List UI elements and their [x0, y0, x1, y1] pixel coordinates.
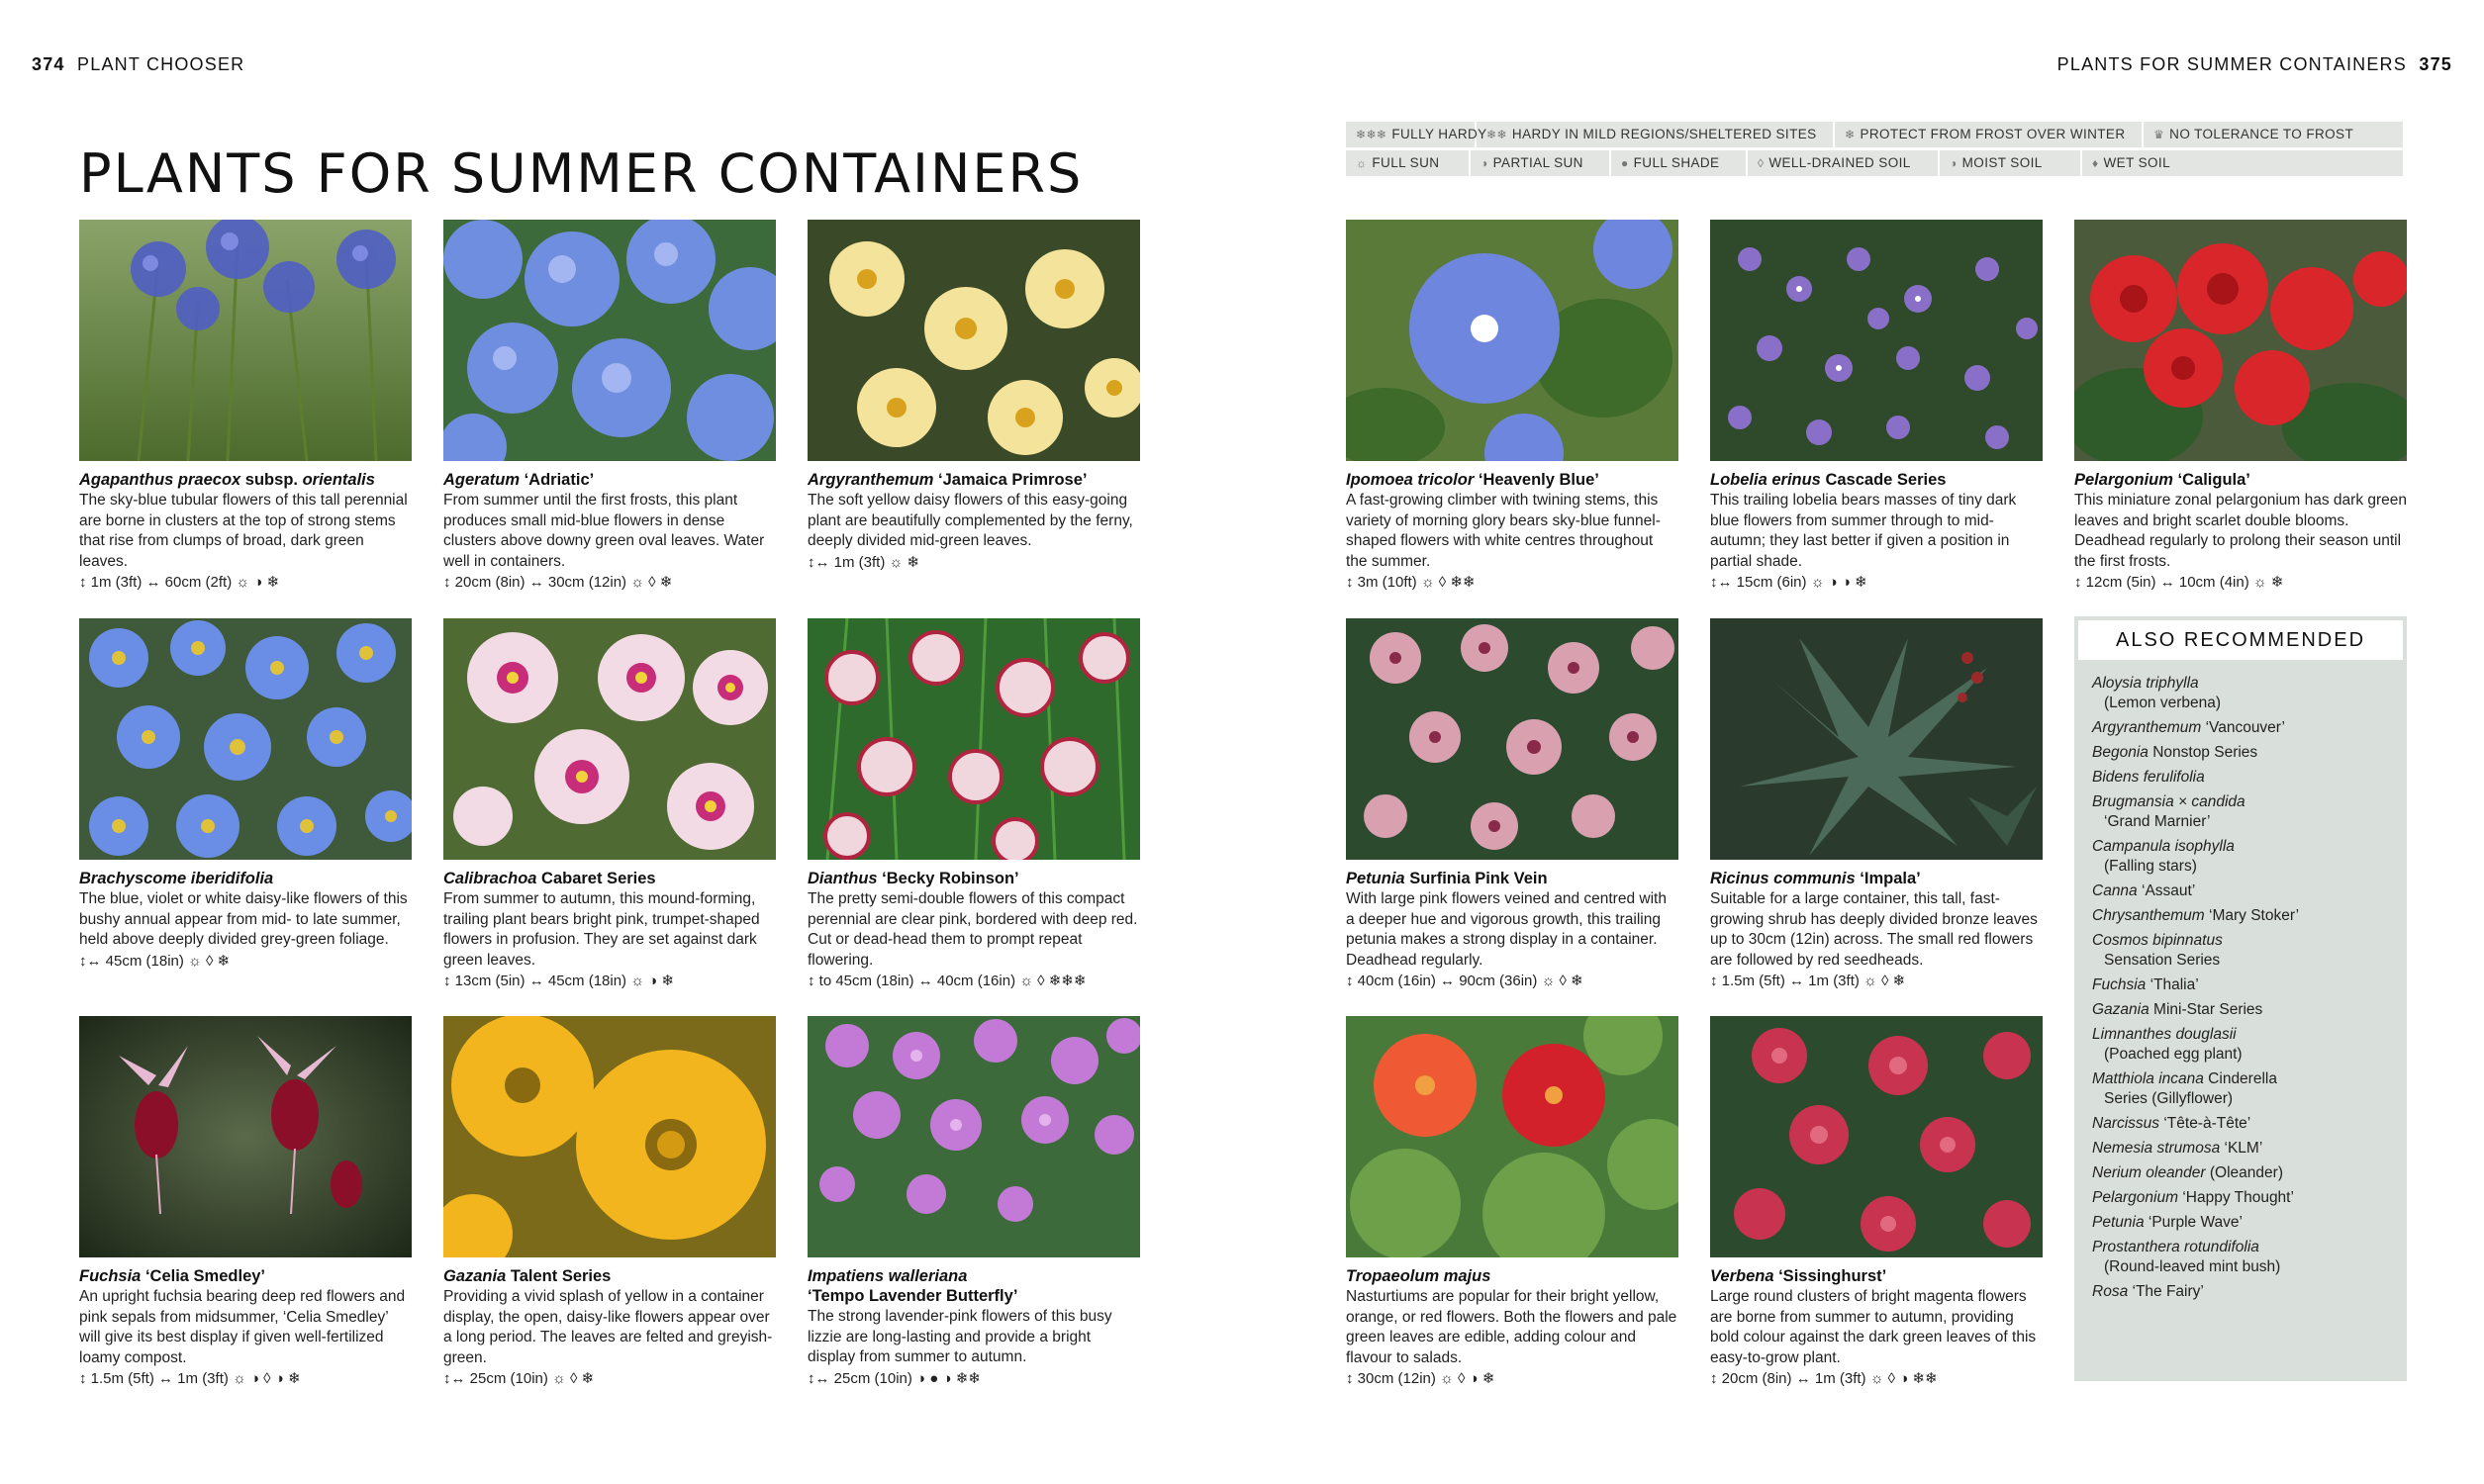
- plant-card-petunia: [1346, 618, 1678, 991]
- plant-title: Brachyscome iberidifolia: [79, 870, 274, 887]
- plant-specs: ↕ 3m (10ft) ☼ ◊ ❄❄: [1346, 574, 1476, 591]
- tropaeolum-photo: [1346, 1016, 1678, 1257]
- plant-specs: ↕ to 45cm (18in) ↔ 40cm (16in) ☼ ◊ ❄❄❄: [808, 973, 1087, 989]
- plant-description: With large pink flowers veined and centred with a deeper hue and vigorous growth, this trailing petunia makes a strong display in a container. Deadhead regularly.: [1346, 890, 1667, 969]
- key-full-shade: ● FULL SHADE: [1611, 150, 1748, 176]
- plant-specs: ↕ 20cm (8in) ↔ 1m (3ft) ☼ ◊ ◑ ❄❄: [1710, 1370, 1938, 1387]
- argyranthemum-photo: [808, 220, 1140, 461]
- plant-title: Agapanthus praecox subsp. orientalis: [79, 471, 375, 489]
- plant-specs: ↕ 20cm (8in) ↔ 30cm (12in) ☼ ◊ ❄: [443, 574, 673, 591]
- list-item: Aloysia triphylla (Lemon verbena): [2092, 675, 2222, 711]
- key-hardy-mild: ❄❄ HARDY IN MILD REGIONS/SHELTERED SITES: [1477, 122, 1835, 147]
- right-page-number: 375: [2419, 54, 2452, 74]
- list-item: Nemesia strumosa ‘KLM’: [2092, 1140, 2263, 1157]
- plant-title: Calibrachoa Cabaret Series: [443, 870, 656, 887]
- plant-description: The pretty semi-double flowers of this compact perennial are clear pink, bordered with deep red. Cut or dead-head them to prompt repeat flowering.: [808, 890, 1138, 969]
- plant-title: Ipomoea tricolor ‘Heavenly Blue’: [1346, 471, 1599, 489]
- plant-title: Gazania Talent Series: [443, 1267, 612, 1285]
- list-item: Begonia Nonstop Series: [2092, 744, 2258, 761]
- plant-card-argyranthemum: [808, 220, 1140, 573]
- ricinus-photo: [1710, 618, 2043, 860]
- right-running-title: PLANTS FOR SUMMER CONTAINERS: [2056, 54, 2407, 74]
- plant-specs: ↕ 1m (3ft) ↔ 60cm (2ft) ☼ ◑ ❄: [79, 574, 280, 591]
- plant-specs: ↕↔ 15cm (6in) ☼ ◑ ◑ ❄: [1710, 574, 1867, 591]
- plant-description: From summer to autumn, this mound-forming, trailing plant bears bright pink, trumpet-shaped flowers in profusion. They are set against dark green leaves.: [443, 890, 760, 969]
- plant-card-gazania: [443, 1016, 776, 1389]
- plant-title: Pelargonium ‘Caligula’: [2074, 471, 2250, 489]
- plant-specs: ↕↔ 25cm (10in) ◑ ● ◑ ❄❄: [808, 1369, 981, 1387]
- gazania-photo: [443, 1016, 776, 1257]
- petunia-photo: [1346, 618, 1678, 860]
- plant-title: Argyranthemum ‘Jamaica Primrose’: [808, 471, 1088, 489]
- plant-specs: ↕↔ 25cm (10in) ☼ ◊ ❄: [443, 1370, 595, 1387]
- plant-card-fuchsia: [79, 1016, 412, 1389]
- key-protect-frost: ❄ PROTECT FROM FROST OVER WINTER: [1835, 122, 2144, 147]
- plant-description: An upright fuchsia bearing deep red flowers and pink sepals from midsummer, ‘Celia Smedley’ will give its best display if given well-fertilized loamy compost.: [79, 1288, 406, 1366]
- plant-description: The soft yellow daisy flowers of this easy-going plant are beautifully complemented by the ferny, deeply divided mid-green leaves.: [808, 492, 1133, 549]
- also-recommended-heading: ALSO RECOMMENDED: [2078, 620, 2403, 660]
- plant-specs: ↕ 30cm (12in) ☼ ◊ ◑ ❄: [1346, 1370, 1495, 1387]
- calibrachoa-photo: [443, 618, 776, 860]
- list-item: Rosa ‘The Fairy’: [2092, 1283, 2204, 1300]
- key-partial-sun: ◑ PARTIAL SUN: [1471, 150, 1611, 176]
- left-running-head: [32, 54, 244, 75]
- plant-description: Nasturtiums are popular for their bright yellow, orange, or red flowers. Both the flowers and pale green leaves are edible, adding colour and flavour to salads.: [1346, 1288, 1677, 1366]
- plant-card-impatiens: [808, 1016, 1140, 1389]
- agapanthus-photo: [79, 220, 412, 461]
- ipomoea-photo: [1346, 220, 1678, 461]
- list-item: Canna ‘Assaut’: [2092, 882, 2196, 899]
- list-item: Brugmansia × candida ‘Grand Marnier’: [2092, 793, 2245, 830]
- pelargonium-photo: [2074, 220, 2407, 461]
- plant-card-ageratum: [443, 220, 776, 593]
- plant-title: Petunia Surfinia Pink Vein: [1346, 870, 1548, 887]
- plant-card-agapanthus: [79, 220, 412, 593]
- symbol-key: [1346, 122, 2403, 179]
- plant-title: Fuchsia ‘Celia Smedley’: [79, 1267, 266, 1285]
- plant-card-dianthus: [808, 618, 1140, 991]
- list-item: Limnanthes douglasii (Poached egg plant): [2092, 1026, 2243, 1063]
- key-row-conditions: [1346, 150, 2403, 176]
- plant-description: The sky-blue tubular flowers of this tall perennial are borne in clusters at the top of strong stems that rise from clumps of broad, dark green leaves.: [79, 492, 408, 570]
- plant-specs: ↕↔ 1m (3ft) ☼ ❄: [808, 553, 919, 571]
- page-title: PLANTS FOR SUMMER CONTAINERS: [79, 142, 1084, 206]
- list-item: Nerium oleander (Oleander): [2092, 1164, 2283, 1181]
- list-item: Prostanthera rotundifolia (Round-leaved mint bush): [2092, 1239, 2281, 1275]
- list-item: Gazania Mini-Star Series: [2092, 1001, 2263, 1018]
- also-recommended-list: [2074, 664, 2407, 1302]
- plant-card-verbena: [1710, 1016, 2043, 1389]
- plant-description: From summer until the first frosts, this plant produces small mid-blue flowers in dense clusters above downy green oval leaves. Water well in containers.: [443, 492, 765, 570]
- list-item: Narcissus ‘Tête-à-Tête’: [2092, 1115, 2251, 1132]
- key-fully-hardy: ❄❄❄ FULLY HARDY: [1346, 122, 1477, 147]
- plant-description: Suitable for a large container, this tall, fast-growing shrub has deeply divided bronze leaves up to 30cm (12in) across. The small red flowers are followed by red seedheads.: [1710, 890, 2038, 969]
- fuchsia-photo: [79, 1016, 412, 1257]
- plant-specs: ↕ 40cm (16in) ↔ 90cm (36in) ☼ ◊ ❄: [1346, 973, 1583, 989]
- plant-card-pelargonium: [2074, 220, 2407, 593]
- plant-title: Ricinus communis ‘Impala’: [1710, 870, 1921, 887]
- lobelia-photo: [1710, 220, 2043, 461]
- list-item: Matthiola incana Cinderella Series (Gillyflower): [2092, 1070, 2277, 1107]
- list-item: Cosmos bipinnatus Sensation Series: [2092, 932, 2223, 969]
- plant-title: Verbena ‘Sissinghurst’: [1710, 1267, 1887, 1285]
- list-item: Fuchsia ‘Thalia’: [2092, 976, 2199, 993]
- plant-title: Impatiens walleriana ‘Tempo Lavender Butterfly’: [808, 1267, 1018, 1305]
- plant-description: Providing a vivid splash of yellow in a container display, the open, daisy-like flowers appear over a long period. The leaves are felted and greyish-green.: [443, 1288, 773, 1366]
- also-recommended-panel: [2074, 616, 2407, 1381]
- brachyscome-photo: [79, 618, 412, 860]
- plant-specs: ↕ 13cm (5in) ↔ 45cm (18in) ☼ ◑ ❄: [443, 973, 674, 989]
- plant-specs: ↕ 1.5m (5ft) ↔ 1m (3ft) ☼ ◑ ◊ ◑ ❄: [79, 1370, 301, 1387]
- plant-description: The strong lavender-pink flowers of this busy lizzie are long-lasting and provide a bright display from summer to autumn.: [808, 1308, 1112, 1365]
- plant-card-lobelia: [1710, 220, 2043, 593]
- right-running-head: [2057, 54, 2452, 75]
- key-no-tolerance: ♛ NO TOLERANCE TO FROST: [2153, 127, 2354, 141]
- plant-card-brachyscome: [79, 618, 412, 972]
- list-item: Campanula isophylla (Falling stars): [2092, 838, 2235, 875]
- key-wet-soil: ♦ WET SOIL: [2092, 155, 2170, 170]
- key-well-drained: ◊ WELL-DRAINED SOIL: [1748, 150, 1940, 176]
- plant-description: This trailing lobelia bears masses of tiny dark blue flowers from summer through to mid-autumn; they last better if given a position in partial shade.: [1710, 492, 2017, 570]
- key-full-sun: ☼ FULL SUN: [1346, 150, 1471, 176]
- list-item: Bidens ferulifolia: [2092, 769, 2205, 786]
- plant-card-ricinus: [1710, 618, 2043, 991]
- plant-specs: ↕ 12cm (5in) ↔ 10cm (4in) ☼ ❄: [2074, 574, 2284, 591]
- verbena-photo: [1710, 1016, 2043, 1257]
- plant-specs: ↕↔ 45cm (18in) ☼ ◊ ❄: [79, 952, 231, 970]
- plant-title: Tropaeolum majus: [1346, 1267, 1491, 1285]
- plant-description: A fast-growing climber with twining stems, this variety of morning glory bears sky-blue funnel-shaped flowers with white centres throughout the summer.: [1346, 492, 1661, 570]
- impatiens-photo: [808, 1016, 1140, 1257]
- plant-title: Dianthus ‘Becky Robinson’: [808, 870, 1019, 887]
- left-page-number: 374: [32, 54, 65, 74]
- plant-card-calibrachoa: [443, 618, 776, 991]
- list-item: Petunia ‘Purple Wave’: [2092, 1214, 2243, 1231]
- list-item: Pelargonium ‘Happy Thought’: [2092, 1189, 2294, 1206]
- list-item: Argyranthemum ‘Vancouver’: [2092, 719, 2285, 736]
- plant-card-tropaeolum: [1346, 1016, 1678, 1389]
- plant-card-ipomoea: [1346, 220, 1678, 593]
- dianthus-photo: [808, 618, 1140, 860]
- ageratum-photo: [443, 220, 776, 461]
- plant-description: Large round clusters of bright magenta flowers are borne from summer to autumn, providing bold colour against the dark green leaves of this easy-to-grow plant.: [1710, 1288, 2037, 1366]
- left-running-title: PLANT CHOOSER: [77, 54, 245, 74]
- plant-title: Lobelia erinus Cascade Series: [1710, 471, 1947, 489]
- key-row-hardiness: [1346, 122, 2403, 147]
- plant-specs: ↕ 1.5m (5ft) ↔ 1m (3ft) ☼ ◊ ❄: [1710, 973, 1906, 989]
- plant-title: Ageratum ‘Adriatic’: [443, 471, 595, 489]
- list-item: Chrysanthemum ‘Mary Stoker’: [2092, 907, 2300, 924]
- key-moist-soil: ◑ MOIST SOIL: [1940, 150, 2082, 176]
- plant-description: The blue, violet or white daisy-like flowers of this bushy annual appear from mid- to late summer, held above deeply divided grey-green foliage.: [79, 890, 408, 948]
- plant-description: This miniature zonal pelargonium has dark green leaves and bright scarlet double blooms. Deadhead regularly to prolong their season until the first frosts.: [2074, 492, 2408, 570]
